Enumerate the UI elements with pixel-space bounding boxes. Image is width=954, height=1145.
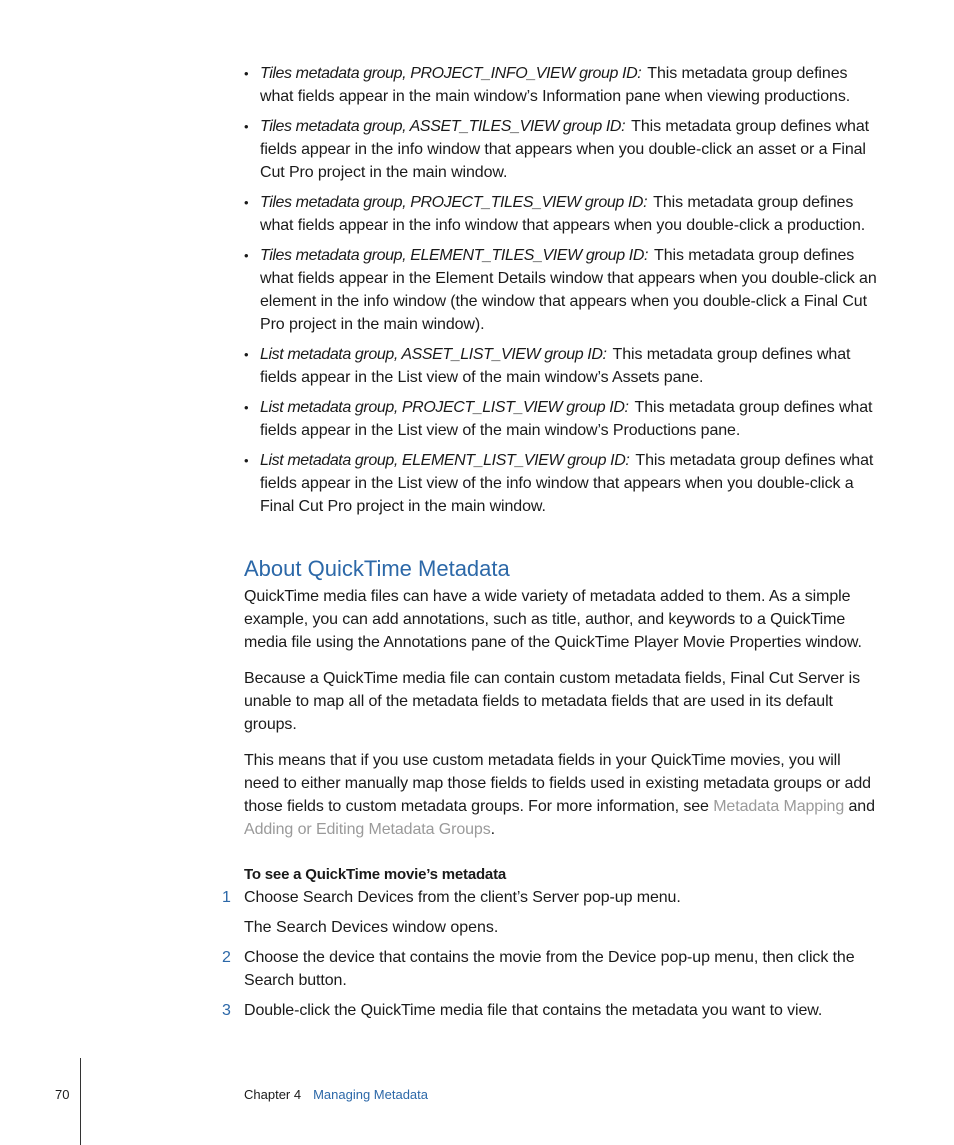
bullet-text: This metadata group defines what fields appear in the List view of the main window’s Productions pane. <box>260 399 873 439</box>
list-item <box>244 244 880 336</box>
procedure-step-1 <box>222 886 880 909</box>
conjunction-text: and <box>848 798 875 815</box>
step-number: 2 <box>222 949 231 966</box>
bullet-text: This metadata group defines what fields appear in the main window’s Information pane when viewing productions. <box>260 65 851 105</box>
procedure-steps <box>222 886 880 1022</box>
bullet-icon: • <box>244 347 249 362</box>
chapter-label: Chapter 4 <box>244 1087 302 1102</box>
list-item <box>244 115 880 184</box>
bullet-term: List metadata group, ELEMENT_LIST_VIEW group ID: <box>260 452 630 469</box>
bullet-text: This metadata group defines what fields appear in the info window that appears when you double-click a production. <box>260 194 866 234</box>
section-paragraph-1: QuickTime media files can have a wide variety of metadata added to them. As a simple example, you can add annotations, such as title, author, and keywords to a QuickTime media file using the Annotations pane of the QuickTime Player Movie Properties window. <box>244 588 862 651</box>
bullet-term: Tiles metadata group, ASSET_TILES_VIEW group ID: <box>260 118 626 135</box>
step-text: Choose the device that contains the movie from the Device pop-up menu, then click the Search button. <box>244 949 855 989</box>
bullet-term: Tiles metadata group, PROJECT_TILES_VIEW group ID: <box>260 194 648 211</box>
procedure-step-2 <box>222 946 880 992</box>
procedure-title: To see a QuickTime movie’s metadata <box>244 866 507 883</box>
section-heading: About QuickTime Metadata <box>244 556 510 581</box>
step-number: 1 <box>222 889 231 906</box>
step-number: 3 <box>222 1002 231 1019</box>
bullet-icon: • <box>244 453 249 468</box>
adding-editing-metadata-groups-link[interactable]: Adding or Editing Metadata Groups <box>244 821 491 838</box>
list-item <box>244 343 880 389</box>
bullet-term: List metadata group, PROJECT_LIST_VIEW group ID: <box>260 399 629 416</box>
bullet-icon: • <box>244 66 249 81</box>
paragraph-text: This means that if you use custom metadata fields in your QuickTime movies, you will need to either manually map those fields to fields used in existing metadata groups or add those fields to custom metadata groups. For more information, see <box>244 752 871 815</box>
footer-divider <box>80 1058 81 1145</box>
section-paragraph-3 <box>244 749 880 841</box>
bullet-text: This metadata group defines what fields appear in the info window that appears when you double-click an asset or a Final Cut Pro project in the main window. <box>260 118 869 181</box>
list-item <box>244 191 880 237</box>
bullet-text: This metadata group defines what fields appear in the List view of the info window that appears when you double-click a Final Cut Pro project in the main window. <box>260 452 874 515</box>
step-result: The Search Devices window opens. <box>244 919 499 936</box>
step-text: Double-click the QuickTime media file that contains the metadata you want to view. <box>244 1002 823 1019</box>
metadata-mapping-link[interactable]: Metadata Mapping <box>713 798 845 815</box>
bullet-icon: • <box>244 195 249 210</box>
page-content <box>222 62 880 1029</box>
list-item <box>244 449 880 518</box>
metadata-group-list <box>244 62 880 518</box>
list-item <box>244 396 880 442</box>
page-number: 70 <box>55 1087 70 1102</box>
bullet-term: Tiles metadata group, ELEMENT_TILES_VIEW group ID: <box>260 247 649 264</box>
step-text: Choose Search Devices from the client’s Server pop-up menu. <box>244 889 681 906</box>
chapter-title: Managing Metadata <box>313 1087 429 1102</box>
bullet-icon: • <box>244 248 249 263</box>
end-punctuation: . <box>490 821 495 838</box>
section-paragraph-2: Because a QuickTime media file can contain custom metadata fields, Final Cut Server is unable to map all of the metadata fields to metadata fields that are used in its default groups. <box>244 670 860 733</box>
bullet-icon: • <box>244 400 249 415</box>
list-item <box>244 62 880 108</box>
footer-chapter <box>244 1087 428 1103</box>
bullet-term: Tiles metadata group, PROJECT_INFO_VIEW group ID: <box>260 65 642 82</box>
procedure-step-3 <box>222 999 880 1022</box>
bullet-term: List metadata group, ASSET_LIST_VIEW group ID: <box>260 346 607 363</box>
bullet-text: This metadata group defines what fields appear in the List view of the main window’s Assets pane. <box>260 346 851 386</box>
bullet-text: This metadata group defines what fields appear in the Element Details window that appears when you double-click an element in the info window (the window that appears when you double-click a Final Cut Pro project in the main window). <box>260 247 877 333</box>
bullet-icon: • <box>244 119 249 134</box>
